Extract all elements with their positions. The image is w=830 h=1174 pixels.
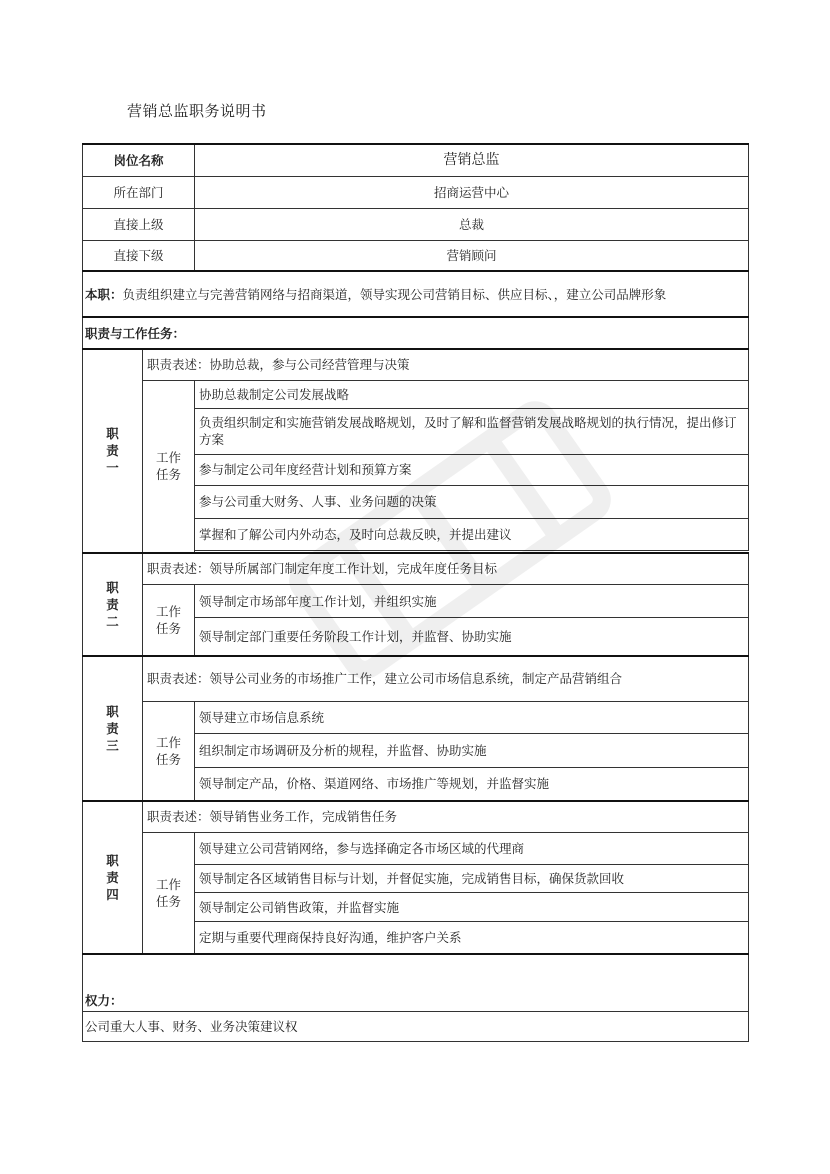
task-row (83, 702, 749, 734)
row-superior (83, 208, 749, 240)
work-task-label-line: 任务 (156, 467, 182, 482)
section-3-label-char: 职 (106, 703, 119, 719)
section-4-description: 职责表述：领导销售业务工作，完成销售任务 (143, 801, 749, 833)
row-duty (83, 271, 749, 317)
section-3-description-row (83, 656, 749, 702)
section-1-label-char: 责 (106, 443, 119, 459)
section-4-description-row (83, 801, 749, 833)
work-task-label (143, 380, 195, 553)
section-4-task-2: 领导制定各区域销售目标与计划，并督促实施，完成销售目标，确保货款回收 (195, 865, 749, 893)
section-1-label (83, 349, 143, 553)
section-1-task-2: 负责组织制定和实施营销发展战略规划，及时了解和监督营销发展战略规划的执行情况，提出修订方案 (195, 408, 749, 454)
section-1-task-3: 参与制定公司年度经营计划和预算方案 (195, 454, 749, 485)
section-2-description-row (83, 553, 749, 585)
department-value: 招商运营中心 (195, 176, 749, 208)
section-1-label-char: 一 (106, 460, 119, 476)
section-3-description: 职责表述：领导公司业务的市场推广工作，建立公司市场信息系统，制定产品营销组合 (143, 656, 749, 702)
section-2-task-1: 领导制定市场部年度工作计划，并组织实施 (195, 585, 749, 618)
section-4-task-3: 领导制定公司销售政策，并监督实施 (195, 893, 749, 922)
work-task-label-line: 任务 (156, 620, 182, 636)
tasks-heading: 职责与工作任务： (83, 317, 749, 349)
duty-label: 本职： (85, 286, 123, 302)
section-2-task-2: 领导制定部门重要任务阶段工作计划，并监督、协助实施 (195, 618, 749, 656)
section-3-label (83, 656, 143, 801)
section-4-task-1: 领导建立公司营销网络，参与选择确定各市场区域的代理商 (195, 833, 749, 865)
row-department (83, 176, 749, 208)
section-1-description-row (83, 349, 749, 380)
section-2-description: 职责表述：领导所属部门制定年度工作计划，完成年度任务目标 (143, 553, 749, 585)
section-1-task-4: 参与公司重大财务、人事、业务问题的决策 (195, 485, 749, 518)
row-subordinate (83, 240, 749, 271)
section-4-label-char: 职 (106, 852, 119, 868)
section-4-task-4: 定期与重要代理商保持良好沟通，维护客户关系 (195, 922, 749, 954)
subordinate-label: 直接下级 (83, 240, 195, 271)
task-row (83, 585, 749, 618)
section-2-label-char: 职 (106, 579, 119, 595)
position-label: 岗位名称 (83, 144, 195, 176)
authority-text: 公司重大人事、财务、业务决策建议权 (83, 1012, 749, 1042)
section-2-label (83, 553, 143, 656)
job-description-table (82, 143, 749, 1042)
department-label: 所在部门 (83, 176, 195, 208)
document-title: 营销总监职务说明书 (127, 102, 267, 120)
row-authority (83, 1012, 749, 1042)
section-3-task-3: 领导制定产品，价格、渠道网络、市场推广等规划，并监督实施 (195, 768, 749, 801)
section-2-label-char: 二 (106, 613, 119, 629)
section-1-description: 职责表述：协助总裁，参与公司经营管理与决策 (143, 349, 749, 380)
superior-label: 直接上级 (83, 208, 195, 240)
authority-label: 权力： (83, 954, 749, 1012)
row-position (83, 144, 749, 176)
row-authority-heading (83, 954, 749, 1012)
work-task-label-line: 工作 (156, 876, 182, 892)
work-task-label-line: 工作 (156, 450, 182, 465)
task-row (83, 380, 749, 408)
section-4-label (83, 801, 143, 954)
subordinate-value: 营销顾问 (195, 240, 749, 271)
section-1-task-5: 掌握和了解公司内外动态，及时向总裁反映，并提出建议 (195, 518, 749, 550)
section-3-label-char: 三 (106, 737, 119, 753)
section-3-task-2: 组织制定市场调研及分析的规程，并监督、协助实施 (195, 734, 749, 768)
row-tasks-heading (83, 317, 749, 349)
work-task-label (143, 833, 195, 954)
section-3-task-1: 领导建立市场信息系统 (195, 702, 749, 734)
work-task-label-line: 工作 (156, 603, 182, 619)
section-1-label-char: 职 (106, 426, 119, 442)
section-3-label-char: 责 (106, 720, 119, 736)
section-4-label-char: 四 (106, 886, 119, 902)
work-task-label (143, 585, 195, 656)
work-task-label (143, 702, 195, 801)
work-task-label-line: 任务 (156, 893, 182, 909)
position-value: 营销总监 (195, 144, 749, 176)
duty-cell (83, 271, 749, 317)
section-1-task-1: 协助总裁制定公司发展战略 (195, 380, 749, 408)
work-task-label-line: 任务 (156, 751, 182, 767)
task-row (83, 833, 749, 865)
duty-text: 负责组织建立与完善营销网络与招商渠道，领导实现公司营销目标、供应目标、，建立公司品牌形象 (122, 286, 667, 302)
section-4-label-char: 责 (106, 869, 119, 885)
superior-value: 总裁 (195, 208, 749, 240)
work-task-label-line: 工作 (156, 734, 182, 750)
section-2-label-char: 责 (106, 596, 119, 612)
